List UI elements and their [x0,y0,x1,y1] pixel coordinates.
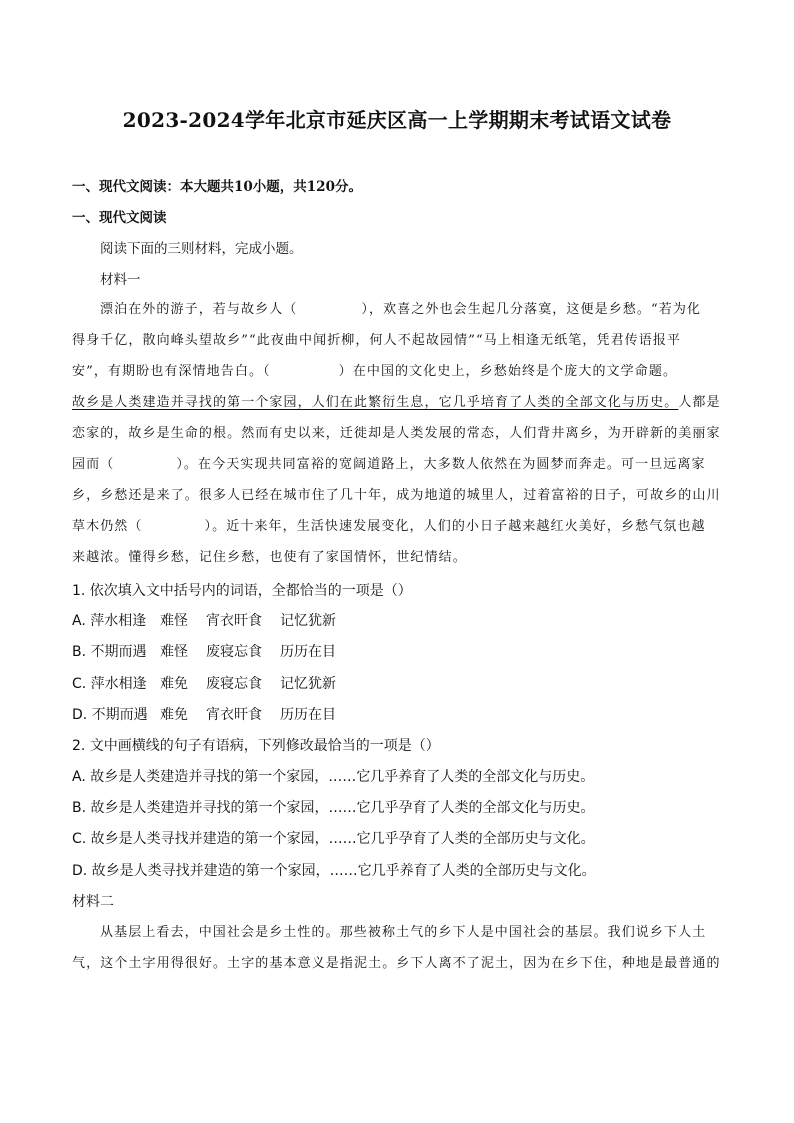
answer-option: C. 故乡是人类寻找并建造的第一个家园，……它几乎孕育了人类的全部历史与文化。 [72,831,595,847]
material-paragraph-line [100,299,722,321]
underlined-sentence: 故乡是人类建造并寻找的第一个家园，人们在此繁衍生息，它几乎培育了人类的全部文化与历史。 [72,395,679,410]
material-paragraph-line: 恋家的，故乡是生命的根。然而有史以来，迁徙却是人类发展的常态，人们背井离乡，为开辟新的美丽家 [72,426,721,441]
section-heading: 一、现代文阅读：本大题共10小题，共120分。 [72,179,362,195]
text-segment: 园而（ [72,457,115,472]
option-text: 废寝忘食 [206,676,262,692]
option-text: 难免 [160,676,188,692]
text-segment: ）。在今天实现共同富裕的宽阔道路上，大多数人依然在为圆梦而奔走。可一旦远离家 [176,457,706,472]
option-text: 废寝忘食 [206,644,262,660]
reading-instruction: 阅读下面的三则材料，完成小题。 [100,241,303,257]
text-segment: 人都是 [678,395,721,410]
text-segment: ）。近十来年，生活快速发展变化，人们的小日子越来越红火美好，乡愁气氛也越 [204,519,706,534]
material-paragraph-line [72,454,722,476]
option-text: 记忆犹新 [280,676,336,692]
option-text: 历历在目 [280,707,336,723]
material-paragraph-line: 乡，乡愁还是来了。很多人已经在城市住了几十年，成为地道的城里人，过着富裕的日子，可故乡的山川 [72,488,721,503]
answer-option [72,641,336,663]
answer-option [72,673,336,695]
material-label: 材料二 [72,894,114,910]
answer-option: A. 故乡是人类建造并寻找的第一个家园，……它几乎养育了人类的全部文化与历史。 [72,769,595,785]
option-text: 难怪 [160,644,188,660]
material-paragraph-line: 气，这个土字用得很好。土字的基本意义是指泥土。乡下人离不了泥土，因为在乡下住，种地是最普通的 [72,956,721,971]
material-paragraph-line [72,361,722,383]
material-label: 材料一 [100,272,141,288]
answer-option [72,610,336,632]
option-text: D. 不期而遇 [72,707,148,723]
option-text: 难免 [160,707,188,723]
answer-option [72,704,336,726]
section-subheading: 一、现代文阅读 [72,210,167,226]
text-segment: 草木仍然（ [72,519,143,534]
material-paragraph-line: 得身千亿，散向峰头望故乡”“此夜曲中闻折柳，何人不起故园情”“马上相逢无纸笔，凭君传语报平 [72,333,682,348]
material-paragraph-line [72,392,722,414]
text-segment: 安”，有期盼也有深情地告白。（ [72,364,271,379]
question-stem: 1. 依次填入文中括号内的词语，全都恰当的一项是（） [72,583,412,599]
answer-option: D. 故乡是人类寻找并建造的第一个家园，……它几乎养育了人类的全部历史与文化。 [72,863,596,879]
option-text: 难怪 [160,613,188,629]
option-text: 历历在目 [280,644,336,660]
material-paragraph-line [72,516,722,538]
option-text: 宵衣旰食 [206,707,262,723]
option-text: C. 萍水相逢 [72,676,147,692]
option-text: B. 不期而遇 [72,644,147,660]
question-stem: 2. 文中画横线的句子有语病，下列修改最恰当的一项是（） [72,738,440,754]
text-segment: 漂泊在外的游子，若与故乡人（ [100,302,298,317]
material-paragraph-line: 来越浓。懂得乡愁，记住乡愁，也使有了家国情怀，世纪情结。 [72,550,467,565]
option-text: A. 萍水相逢 [72,613,147,629]
material-paragraph-line: 从基层上看去，中国社会是乡土性的。那些被称土气的乡下人是中国社会的基层。我们说乡下人土 [100,925,707,940]
option-text: 记忆犹新 [280,613,336,629]
page-title: 2023-2024学年北京市延庆区高一上学期期末考试语文试卷 [122,108,672,132]
option-text: 宵衣旰食 [206,613,262,629]
text-segment: ）在中国的文化史上，乡愁始终是个庞大的文学命题。 [338,364,678,379]
text-segment: ），欢喜之外也会生起几分落寞，这便是乡愁。“若为化 [361,302,702,317]
answer-option: B. 故乡是人类建造并寻找的第一个家园，……它几乎孕育了人类的全部文化与历史。 [72,800,595,816]
